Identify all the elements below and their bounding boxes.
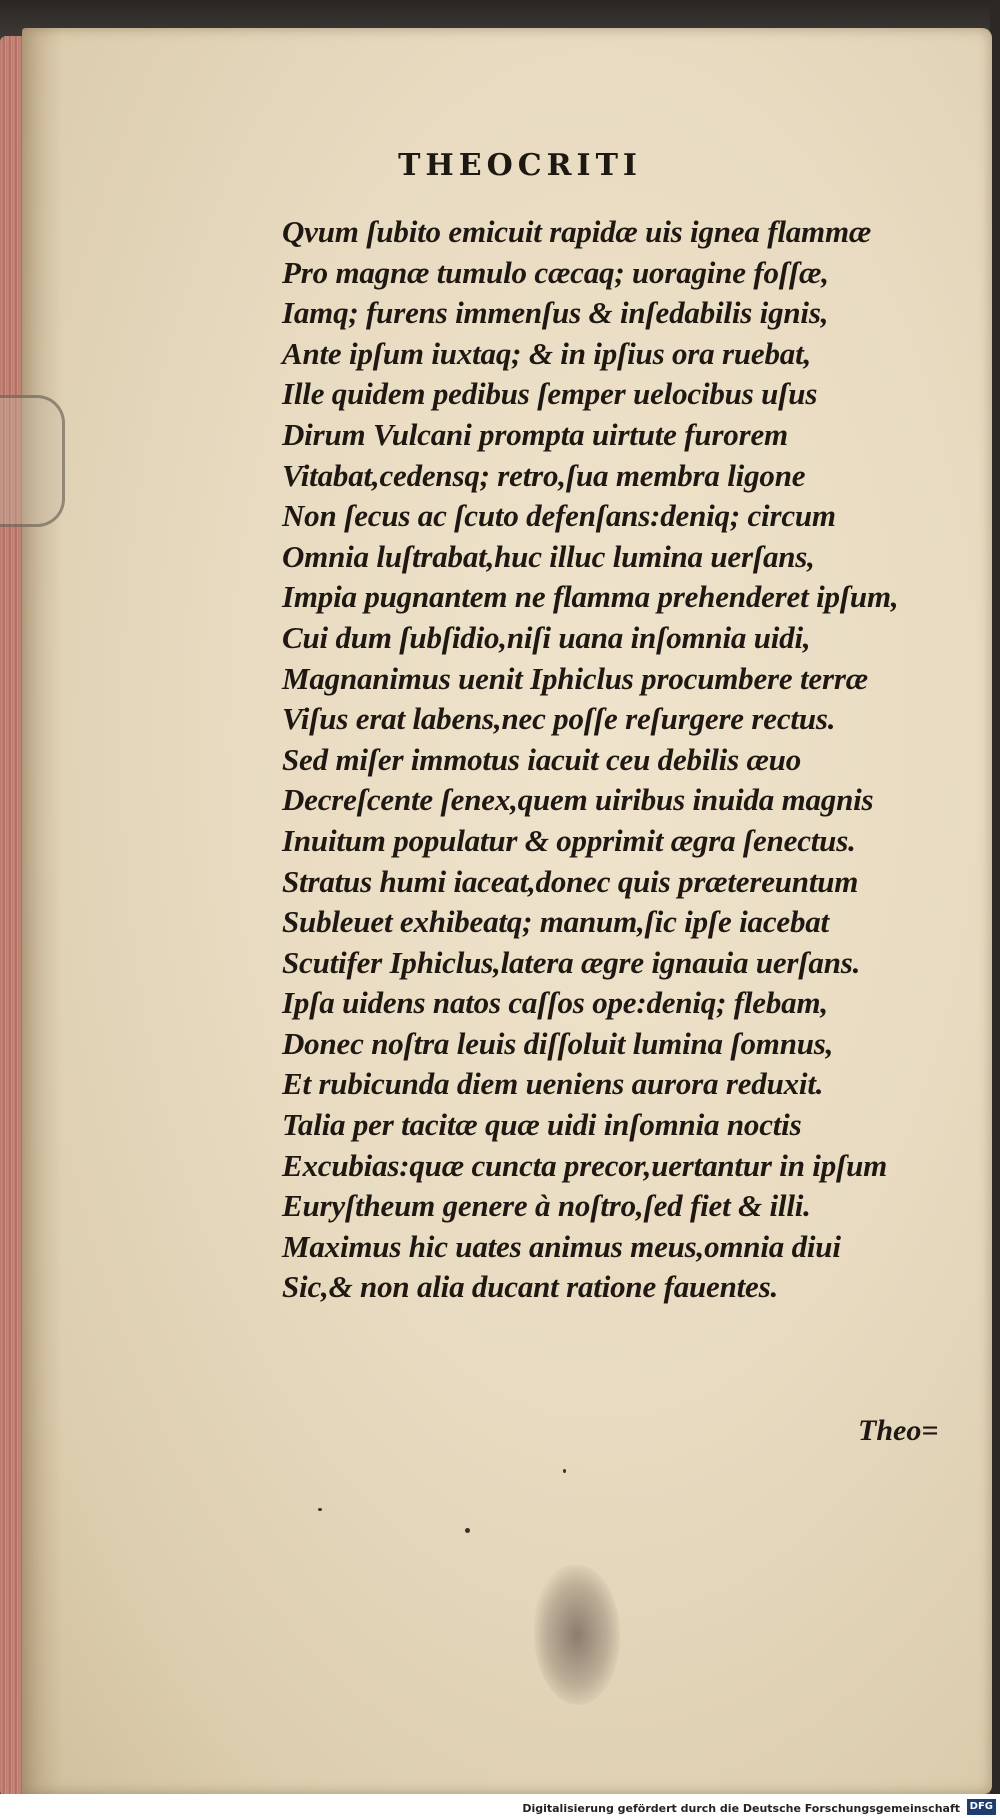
verse-line: Dirum Vulcani prompta uirtute furorem — [282, 416, 788, 452]
verse-line: Ipſa uidens natos caſſos ope:deniq; flebam, — [282, 985, 828, 1021]
verse-line: Qvum ſubito emicuit rapidæ uis ignea flammæ — [282, 214, 872, 249]
verse-line: Subleuet exhibeatq; manum,ſic ipſe iacebat — [282, 904, 829, 940]
verse-line: Impia pugnantem ne flamma prehenderet ipſum, — [282, 579, 899, 615]
verse-line: Et rubicunda diem ueniens aurora reduxit. — [282, 1066, 824, 1102]
footer-strip — [0, 1794, 1000, 1818]
verse-line: Omnia luſtrabat,huc illuc lumina uerſans, — [282, 538, 815, 574]
verse-line: Sic,& non alia ducant ratione fauentes. — [282, 1269, 779, 1305]
verse-line: Non ſecus ac ſcuto defenſans:deniq; circum — [282, 498, 836, 534]
verse-line: Euryſtheum genere à noſtro,ſed fiet & illi. — [282, 1188, 811, 1224]
verse-line: Scutifer Iphiclus,latera ægre ignauia uerſans. — [282, 944, 861, 980]
verse-line: Inuitum populatur & opprimit ægra ſenectus. — [282, 822, 856, 858]
page-clip — [0, 395, 65, 527]
verse-line: Talia per tacitæ quæ uidi inſomnia noctis — [282, 1107, 802, 1143]
ink-stain — [534, 1565, 620, 1705]
verse-line: Excubias:quæ cuncta precor,uertantur in ipſum — [282, 1147, 888, 1183]
verse-line: Iamq; furens immenſus & inſedabilis ignis, — [282, 295, 829, 331]
verse-line: Decreſcente ſenex,quem uiribus inuida magnis — [282, 782, 874, 818]
verse-line: Magnanimus uenit Iphiclus procumbere terræ — [282, 660, 868, 696]
ink-speck — [318, 1508, 322, 1511]
verse-line: Pro magnæ tumulo cæcaq; uoragine foſſæ, — [282, 254, 829, 290]
verse-line: Sed miſer immotus iacuit ceu debilis æuo — [282, 741, 802, 777]
verse-line: Donec noſtra leuis diſſoluit lumina ſomnus, — [282, 1025, 834, 1061]
digitization-credit: Digitalisierung gefördert durch die Deutsche Forschungsgemeinschaft — [522, 1802, 960, 1815]
catchword: Theo= — [858, 1414, 939, 1447]
verse-line: Ante ipſum iuxtaq; & in ipſius ora ruebat, — [282, 335, 812, 371]
dfg-logo: DFG — [967, 1799, 996, 1815]
verse-line: Maximus hic uates animus meus,omnia diui — [282, 1228, 841, 1264]
running-head: THEOCRITI — [398, 148, 642, 183]
page-gutter-shadow — [22, 28, 62, 1794]
verse-line: Cui dum ſubſidio,niſi uana inſomnia uidi, — [282, 619, 811, 655]
ink-speck — [563, 1469, 566, 1473]
verse-line: Ille quidem pedibus ſemper uelocibus uſus — [282, 376, 818, 412]
verse-line: Stratus humi iaceat,donec quis prætereuntum — [282, 863, 859, 899]
verse-line: Viſus erat labens,nec poſſe reſurgere rectus. — [282, 701, 836, 737]
ink-speck — [465, 1528, 470, 1533]
verse-line: Vitabat,cedensq; retro,ſua membra ligone — [282, 457, 806, 493]
verse-block — [282, 212, 898, 1308]
